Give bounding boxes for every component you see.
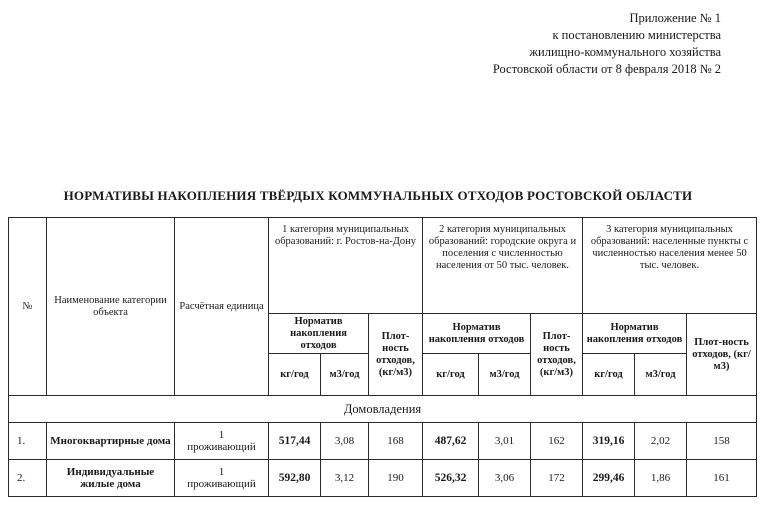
appendix-line-3: жилищно-коммунального хозяйства [529,45,721,59]
appendix-line-1: Приложение № 1 [629,11,721,25]
header-norm-3: Норматив накопления отходов [583,314,687,354]
row-c3-kg: 319,16 [583,423,635,460]
row-c1-density: 168 [369,423,423,460]
header-kg-3: кг/год [583,354,635,396]
row-calc-unit [175,460,269,497]
header-m3-2: м3/год [479,354,531,396]
header-norm-2: Норматив накопления отходов [423,314,531,354]
header-row-categories [9,218,757,314]
row-c2-m3: 3,01 [479,423,531,460]
appendix-line-2: к постановлению министерства [552,28,721,42]
section-title: Домовладения [9,396,757,423]
row-c3-density: 161 [687,460,757,497]
row-c1-kg: 592,80 [269,460,321,497]
header-category-3: 3 категория муниципальных образований: населенные пункты с численностью населения менее 50 тыс. человек. [583,218,757,314]
row-c2-kg: 487,62 [423,423,479,460]
row-c2-density: 172 [531,460,583,497]
norms-table [8,217,757,497]
row-unit-count: 1 [218,466,225,478]
row-calc-unit [175,423,269,460]
row-unit-label: проживающий [187,441,256,453]
appendix-block [401,10,721,78]
header-number: № [9,218,47,396]
header-density-1: Плот-ность отходов, (кг/м3) [369,314,423,396]
row-c3-m3: 2,02 [635,423,687,460]
row-c1-m3: 3,12 [321,460,369,497]
header-norm-1: Норматив накопления отходов [269,314,369,354]
header-m3-1: м3/год [321,354,369,396]
appendix-line-4: Ростовской области от 8 февраля 2018 № 2 [492,62,721,76]
header-kg-1: кг/год [269,354,321,396]
row-c3-m3: 1,86 [635,460,687,497]
header-object-name: Наименование категории объекта [47,218,175,396]
table-row [9,460,757,497]
row-c2-m3: 3,06 [479,460,531,497]
header-category-2: 2 категория муниципальных образований: городские округа и поселения с численностью населения от 50 тыс. человек. [423,218,583,314]
section-row [9,396,757,423]
row-number: 1. [9,423,47,460]
row-c2-density: 162 [531,423,583,460]
header-density-2: Плот-ность отходов, (кг/м3) [531,314,583,396]
row-object-name: Индивидуальные жилые дома [47,460,175,497]
header-kg-2: кг/год [423,354,479,396]
row-number: 2. [9,460,47,497]
header-category-1: 1 категория муниципальных образований: г. Ростов-на-Дону [269,218,423,314]
row-c3-density: 158 [687,423,757,460]
row-c3-kg: 299,46 [583,460,635,497]
table-row [9,423,757,460]
header-m3-3: м3/год [635,354,687,396]
document-title: НОРМАТИВЫ НАКОПЛЕНИЯ ТВЁРДЫХ КОММУНАЛЬНЫХ ОТХОДОВ РОСТОВСКОЙ ОБЛАСТИ [63,188,693,203]
header-calc-unit: Расчётная единица [175,218,269,396]
row-c1-m3: 3,08 [321,423,369,460]
row-c2-kg: 526,32 [423,460,479,497]
header-density-3: Плот-ность отходов, (кг/м3) [687,314,757,396]
row-unit-label: проживающий [187,478,256,490]
row-c1-density: 190 [369,460,423,497]
row-c1-kg: 517,44 [269,423,321,460]
row-unit-count: 1 [218,429,225,441]
row-object-name: Многоквартирные дома [47,423,175,460]
